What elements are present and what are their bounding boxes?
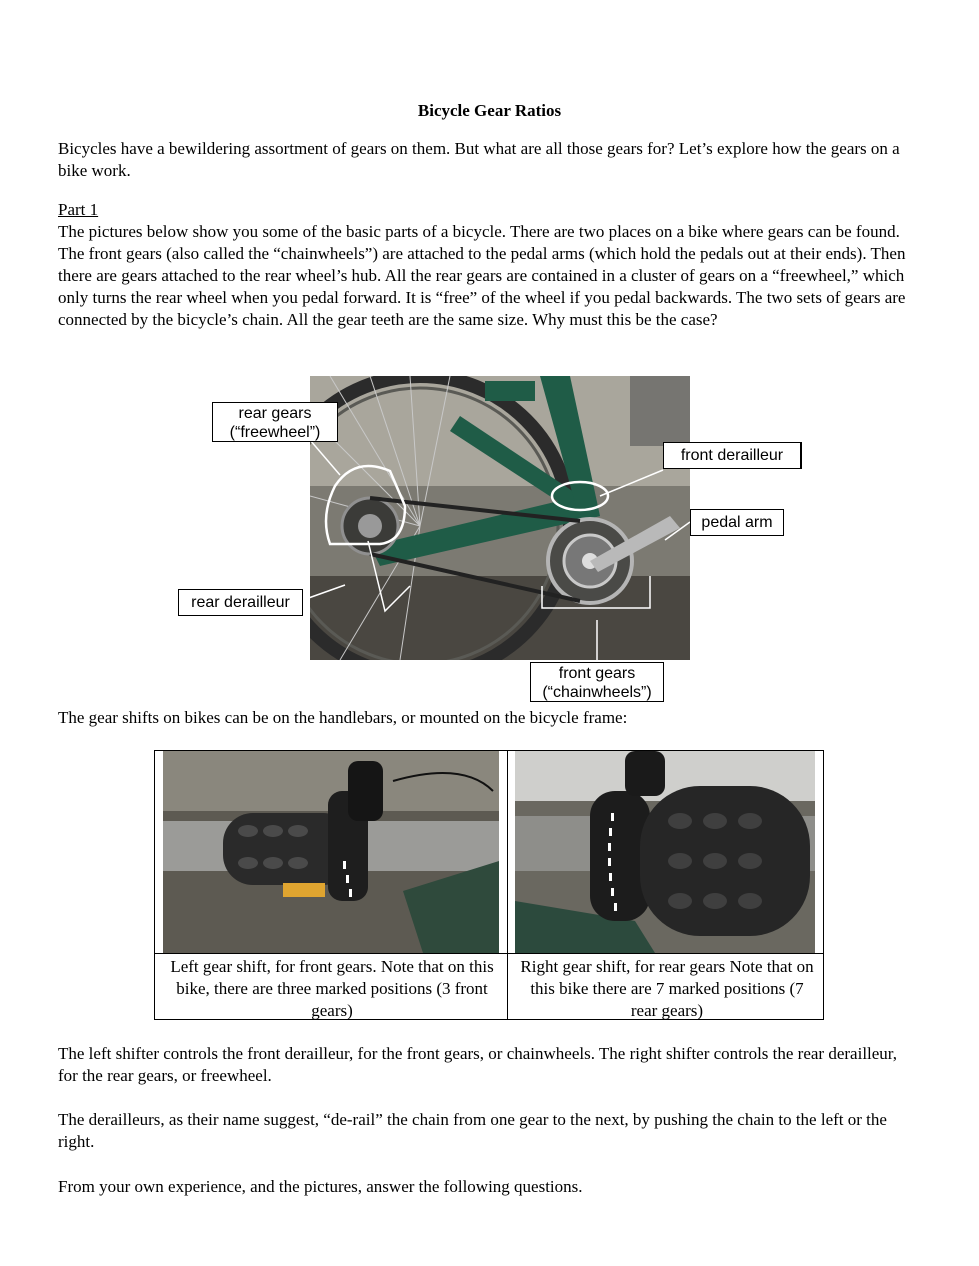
table-column-divider <box>507 751 508 1019</box>
front-gears-label-line2: (“chainwheels”) <box>542 684 652 701</box>
shifter-paragraph: The left shifter controls the front derailleur, for the front gears, or chainwheels. The right shifter controls the rear derailleur, for the rear gears, or freewheel. <box>58 1044 898 1085</box>
front-derailleur-label <box>663 442 802 469</box>
rear-gears-label-line1: rear gears <box>238 405 312 422</box>
left-shifter-drawing <box>163 751 499 953</box>
front-gears-label <box>530 662 664 702</box>
right-shifter-drawing <box>515 751 815 953</box>
shifter-table <box>154 750 824 1020</box>
part1-heading: Part 1 <box>58 200 99 219</box>
right-shifter-photo <box>515 751 815 953</box>
rear-derailleur-label-text: rear derailleur <box>191 594 290 611</box>
front-gears-label-line1: front gears <box>558 665 636 682</box>
right-shifter-caption: Right gear shift, for rear gears Note that on this bike there are 7 marked positions (7 rear gears) <box>520 957 814 1020</box>
front-derailleur-label-text: front derailleur <box>680 447 784 464</box>
part1-body: The pictures below show you some of the basic parts of a bicycle. There are two places on a bike where gears can be found. The front gears (also called the “chainwheels”) are attached to the pedal arms (which hold the pedals out at their ends). Then there are gears attached to the rear wheel’s hub. All the rear gears are contained in a cluster of gears on a “freewheel,” which only turns the rear wheel when you pedal forward. It is “free” of the wheel if you pedal backwards. The two sets of gears are connected by the bicycle’s chain. All the gear teeth are the same size. Why must this be the case? <box>58 222 906 329</box>
rear-derailleur-label <box>178 589 303 616</box>
table-caption-divider <box>155 953 823 954</box>
derailleur-paragraph: The derailleurs, as their name suggest, “de-rail” the chain from one gear to the next, by pushing the chain to the left or the right. <box>58 1110 887 1151</box>
rear-gears-label <box>212 402 338 442</box>
page-title: Bicycle Gear Ratios <box>417 101 562 120</box>
shifts-intro-paragraph: The gear shifts on bikes can be on the handlebars, or mounted on the bicycle frame: <box>58 708 628 727</box>
closing-paragraph: From your own experience, and the pictures, answer the following questions. <box>58 1177 583 1196</box>
rear-gears-label-line2: (“freewheel”) <box>229 424 321 441</box>
intro-paragraph: Bicycles have a bewildering assortment of gears on them. But what are all those gears for? Let’s explore how the gears on a bike work. <box>58 139 900 180</box>
left-shifter-caption: Left gear shift, for front gears. Note that on this bike, there are three marked positions (3 front gears) <box>170 957 494 1020</box>
pedal-arm-label <box>690 509 784 536</box>
pedal-arm-label-text: pedal arm <box>701 514 773 531</box>
left-shifter-photo <box>163 751 499 953</box>
